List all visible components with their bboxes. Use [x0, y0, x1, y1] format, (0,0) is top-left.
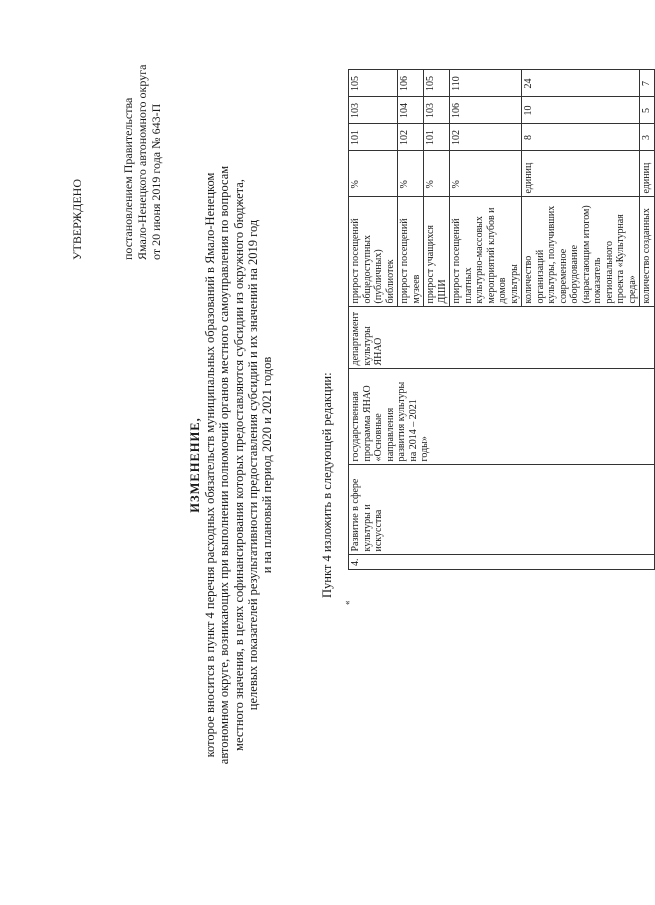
document-heading — [188, 155, 274, 775]
indicator-line: современное оборудование — [557, 244, 580, 304]
approval-title: УТВЕРЖДЕНО — [70, 178, 84, 260]
unit-cell: % — [450, 151, 522, 197]
indicator-name — [450, 197, 522, 307]
value-2020: 103 — [349, 97, 398, 124]
program-cell — [349, 369, 655, 465]
heading-line: и на плановый период 2020 и 2021 годов — [260, 356, 275, 574]
program-line: программа ЯНАО — [361, 385, 373, 462]
value-2019: 102 — [450, 124, 522, 151]
program-line: государственная — [350, 391, 361, 462]
heading-line: автономном округе, возникающих при выполнении полномочий органов местного самоуправления по вопросам — [217, 165, 232, 765]
indicator-name: количество созданных — [640, 197, 655, 307]
indicator-line: прирост посещений платных — [451, 218, 474, 304]
indicator-name: прирост учащихся ДШИ — [424, 197, 450, 307]
value-2021: 24 — [522, 70, 640, 97]
program-line: «Основные — [373, 413, 384, 462]
value-2019: 8 — [522, 124, 640, 151]
indicator-line: показатель регионального — [592, 240, 615, 304]
unit-cell: % — [424, 151, 450, 197]
indicator-line: прирост посещений — [350, 218, 361, 304]
indicator-line: культурно-массовых — [474, 216, 485, 304]
heading-line: целевых показателей результативности предоставления субсидий и их значений на 2019 год — [245, 219, 260, 711]
indicator-line: культуры — [508, 264, 520, 304]
value-2019: 101 — [349, 124, 398, 151]
table-row — [349, 70, 398, 570]
row-number: 4. — [349, 555, 655, 570]
unit-cell: % — [349, 151, 398, 197]
value-2021: 106 — [398, 70, 424, 97]
heading-line: которое вносится в пункт 4 перечня расходных обязательств муниципальных образований в Ямало-Ненецком — [203, 172, 218, 758]
value-2019: 101 — [424, 124, 450, 151]
indicator-line: количество организаций — [523, 249, 546, 304]
approval-line: от 20 июня 2019 года № 643-П — [149, 103, 163, 260]
indicator-line: культуры, получивших — [546, 205, 557, 304]
area-cell: Развитие в сфере культуры и искусства — [349, 465, 655, 555]
unit-cell: единиц — [522, 151, 640, 197]
program-line: направления — [384, 407, 396, 462]
indicator-line: (нарастающим итогом) — [580, 205, 592, 304]
heading-line: местного значения, в целях софинансирования которых предоставляются субсидии из окружного бюджета, — [231, 179, 246, 751]
value-2020: 10 — [522, 97, 640, 124]
indicator-line: проекта «Культурная среда» — [615, 214, 638, 304]
value-2019: 3 — [640, 124, 655, 151]
approval-line: постановлением Правительства — [121, 97, 135, 260]
indicator-name — [349, 197, 398, 307]
indicator-name: прирост посещений музеев — [398, 197, 424, 307]
department-line: культуры ЯНАО — [361, 326, 384, 366]
indicator-line: общедоступных (публичных) — [361, 234, 384, 304]
value-2020: 104 — [398, 97, 424, 124]
indicator-name — [522, 197, 640, 307]
value-2019: 102 — [398, 124, 424, 151]
value-2020: 5 — [640, 97, 655, 124]
program-line: на 2014 – 2021 годы» — [407, 399, 430, 462]
heading-title: ИЗМЕНЕНИЕ, — [188, 417, 202, 513]
intro-text: Пункт 4 изложить в следующей редакции: — [320, 372, 334, 598]
unit-cell: % — [398, 151, 424, 197]
value-2021: 110 — [450, 70, 522, 97]
indicator-line: библиотек — [384, 259, 396, 304]
indicators-table — [348, 70, 655, 571]
approval-line: Ямало-Ненецкого автономного округа — [135, 64, 149, 260]
department-cell — [349, 307, 655, 369]
value-2021: 105 — [424, 70, 450, 97]
unit-cell: единиц — [640, 151, 655, 197]
value-2020: 106 — [450, 97, 522, 124]
quote-mark: « — [342, 600, 352, 605]
indicator-line: мероприятий клубов и домов — [485, 207, 508, 304]
department-line: департамент — [350, 311, 361, 366]
value-2020: 103 — [424, 97, 450, 124]
program-line: развития культуры — [396, 381, 407, 462]
value-2021: 105 — [349, 70, 398, 97]
value-2021: 7 — [640, 70, 655, 97]
